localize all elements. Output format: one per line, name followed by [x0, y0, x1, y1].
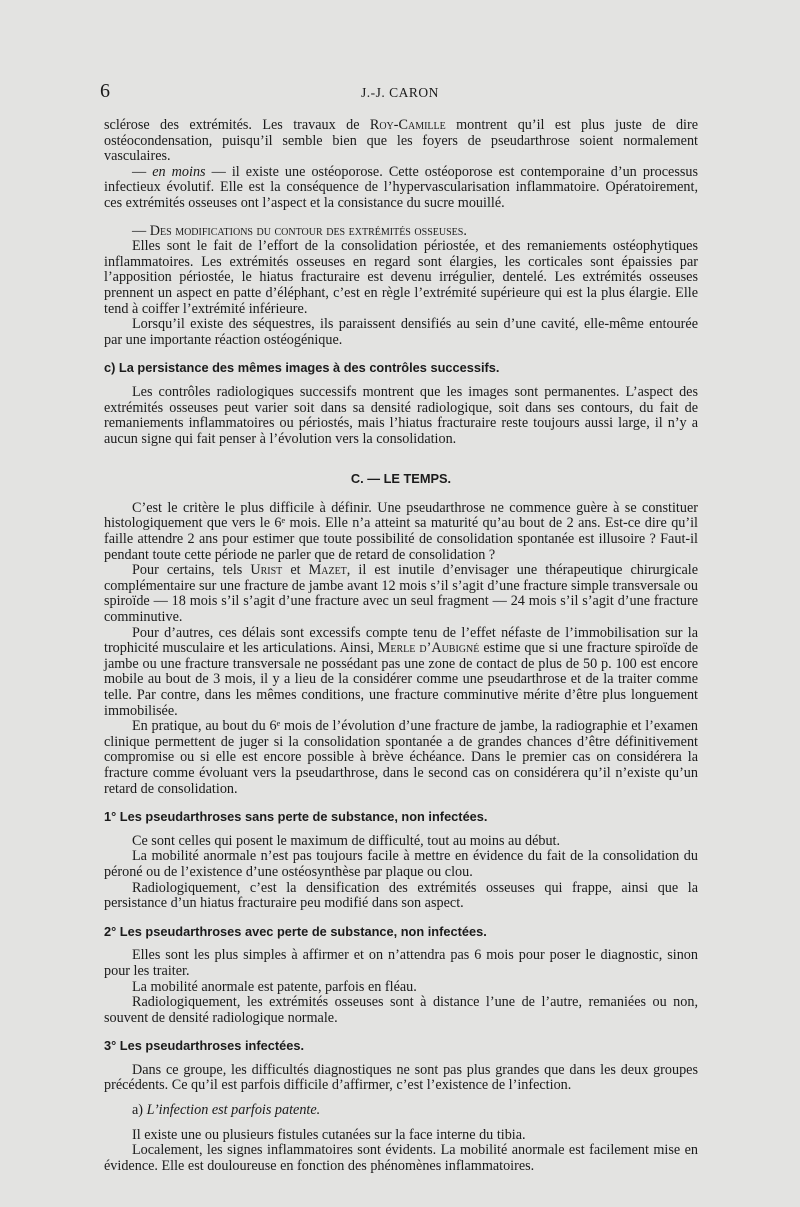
section-title: C. — LE TEMPS. [350, 471, 452, 487]
author-name: Urist [250, 562, 283, 579]
paragraph: Dans ce groupe, les difficultés diagnostiques ne sont pas plus grandes que dans les deux groupes précédents. Ce qu’il est parfois difficile d’affirmer, c’est l’existence de l’infection. [104, 1061, 698, 1094]
text: sclérose des extrémités. Les travaux de [104, 117, 370, 133]
text: montrent qu’il est plus juste de dire ostéocondensation, puisqu’il semble bien que les foyers de pseudarthrose soient normalement vasculaires. [104, 117, 698, 165]
paragraph: La mobilité anormale est patente, parfois en fléau. [132, 978, 417, 995]
paragraph: Radiologiquement, les extrémités osseuses sont à distance l’une de l’autre, remaniées ou non, souvent de densité radiologique normale. [104, 994, 698, 1026]
paragraph: Les contrôles radiologiques successifs montrent que les images sont permanentes. L’aspect des extrémités osseuses peut varier soit dans sa densité radiologique, soit dans ses contours, du fait de remaniements inflammatoires ou périostés, mais l’hiatus fracturaire reste toujours aussi large, il n’y a aucun signe qui fait penser à l’évolution vers la consolidation. [104, 383, 698, 447]
paragraph: Elles sont les plus simples à affirmer et on n’attendra pas 6 mois pour poser le diagnostic, sinon pour les traiter. [104, 947, 698, 979]
paragraph: La mobilité anormale n’est pas toujours facile à mettre en évidence du fait de la consolidation du péroné ou de l’existence d’une ostéosynthèse par plaque ou clou. [104, 848, 698, 880]
body-text [104, 118, 698, 1174]
text: — [132, 163, 153, 180]
text: estime que si une fracture spiroïde de jambe ou une fracture transversale ne possédant pas une zone de contact de plus de 50 p. 100 est encore mobile au bout de 3 mois, il y a lieu de la considérer comme une pseudarthrose et de la traiter comme telle. Par contre, dans les mêmes conditions, une fracture comminutive mérite d’être plus longuement immobilisée. [104, 640, 699, 719]
paragraph: En pratique, au bout du 6ᵉ mois de l’évolution d’une fracture de jambe, la radiographie et l’examen clinique permettent de juger si la consolidation spontanée a de grandes chances d’être définitivement compromise ou si elle est encore possible à brève échéance. Dans le premier cas on considérera la fracture comme évoluant vers la pseudarthrose, dans le second cas on considérera qu’il n’existe qu’un retard de consolidation. [104, 718, 698, 797]
page-number: 6 [100, 80, 110, 102]
text: Pour d’autres, ces délais sont excessifs compte tenu de l’effet néfaste de l’immobilisation sur la trophicité musculaire et les articulations. Ainsi, [104, 624, 698, 657]
paragraph: Elles sont le fait de l’effort de la consolidation périostée, et des remaniements ostéophytiques inflammatoires. Les extrémités osseuses en regard sont élargies, les corticales sont épaissies par l’apposition périostée, le hiatus fracturaire est devenu irrégulier, dentelé. Les extrémités osseuses prennent un aspect en patte d’éléphant, c’est en règle l’extrémité supérieure qui est la plus élargie. Elle tend à coiffer l’extrémité inférieure. [104, 238, 698, 317]
running-head: J.-J. CARON [361, 85, 439, 100]
paragraph: C’est le critère le plus difficile à définir. Une pseudarthrose ne commence guère à se constituer histologiquement que vers le 6ᵉ mois. Elle n’a atteint sa maturité qu’au bout de 2 ans. Est-ce dire qu’il faille attendre 2 ans pour estimer que toute possibilité de consolidation spontanée est illusoire ? Faut-il pendant toute cette période ne parler que de retard de consolidation ? [104, 499, 698, 563]
sub-heading: — Des modifications du contour des extrémités osseuses. [132, 222, 467, 239]
paragraph [104, 563, 698, 625]
paragraph [104, 118, 698, 165]
heading-2: 2° Les pseudarthroses avec perte de substance, non infectées. [104, 923, 487, 939]
text: et [282, 562, 309, 579]
heading-3: 3° Les pseudarthroses infectées. [104, 1038, 304, 1054]
paragraph: Il existe une ou plusieurs fistules cutanées sur la face interne du tibia. [132, 1126, 526, 1143]
sub-heading-a [104, 1103, 698, 1119]
heading-1: 1° Les pseudarthroses sans perte de substance, non infectées. [104, 809, 488, 825]
text: , il est inutile d’envisager une thérapeutique chirurgicale complémentaire sur une fracture de jambe avant 12 mois s’il s’agit d’une fracture simple transversale ou spiroïde — 18 mois s’il s’agit d’une fracture avec un seul fragment — 24 mois s’il s’agit d’une fracture comminutive. [104, 562, 698, 626]
paragraph [104, 626, 698, 720]
author-name: Roy-Camille [369, 117, 446, 133]
text: a) [132, 1102, 147, 1119]
paragraph: Radiologiquement, c’est la densification des extrémités osseuses qui frappe, ainsi que la persistance d’un hiatus fracturaire peu modifié dans son aspect. [104, 879, 698, 912]
heading-c-persistance: c) La persistance des mêmes images à des contrôles successifs. [104, 360, 500, 376]
emphasis: en moins [152, 163, 206, 180]
paragraph: Lorsqu’il existe des séquestres, ils paraissent densifiés au sein d’une cavité, elle-même entourée par une importante réaction ostéogénique. [104, 316, 698, 348]
author-name: Merle d’Aubigné [377, 640, 480, 657]
page-header [0, 80, 800, 106]
paragraph: Localement, les signes inflammatoires sont évidents. La mobilité anormale est facilement mise en évidence. Elle est douloureuse en fonction des phénomènes inflammatoires. [104, 1142, 698, 1174]
text: — il existe une ostéoporose. Cette ostéoporose est contemporaine d’un processus infectieux évolutif. Elle est la conséquence de l’hypervascularisation inflammatoire. Opératoirement, ces extrémités osseuses ont l’aspect et la consistance du sucre mouillé. [104, 163, 698, 211]
emphasis: L’infection est parfois patente. [146, 1102, 321, 1119]
author-name: Mazet [308, 562, 347, 579]
paragraph [104, 165, 698, 212]
paragraph: Ce sont celles qui posent le maximum de difficulté, tout au moins au début. [132, 832, 561, 849]
text: Pour certains, tels [132, 562, 251, 579]
